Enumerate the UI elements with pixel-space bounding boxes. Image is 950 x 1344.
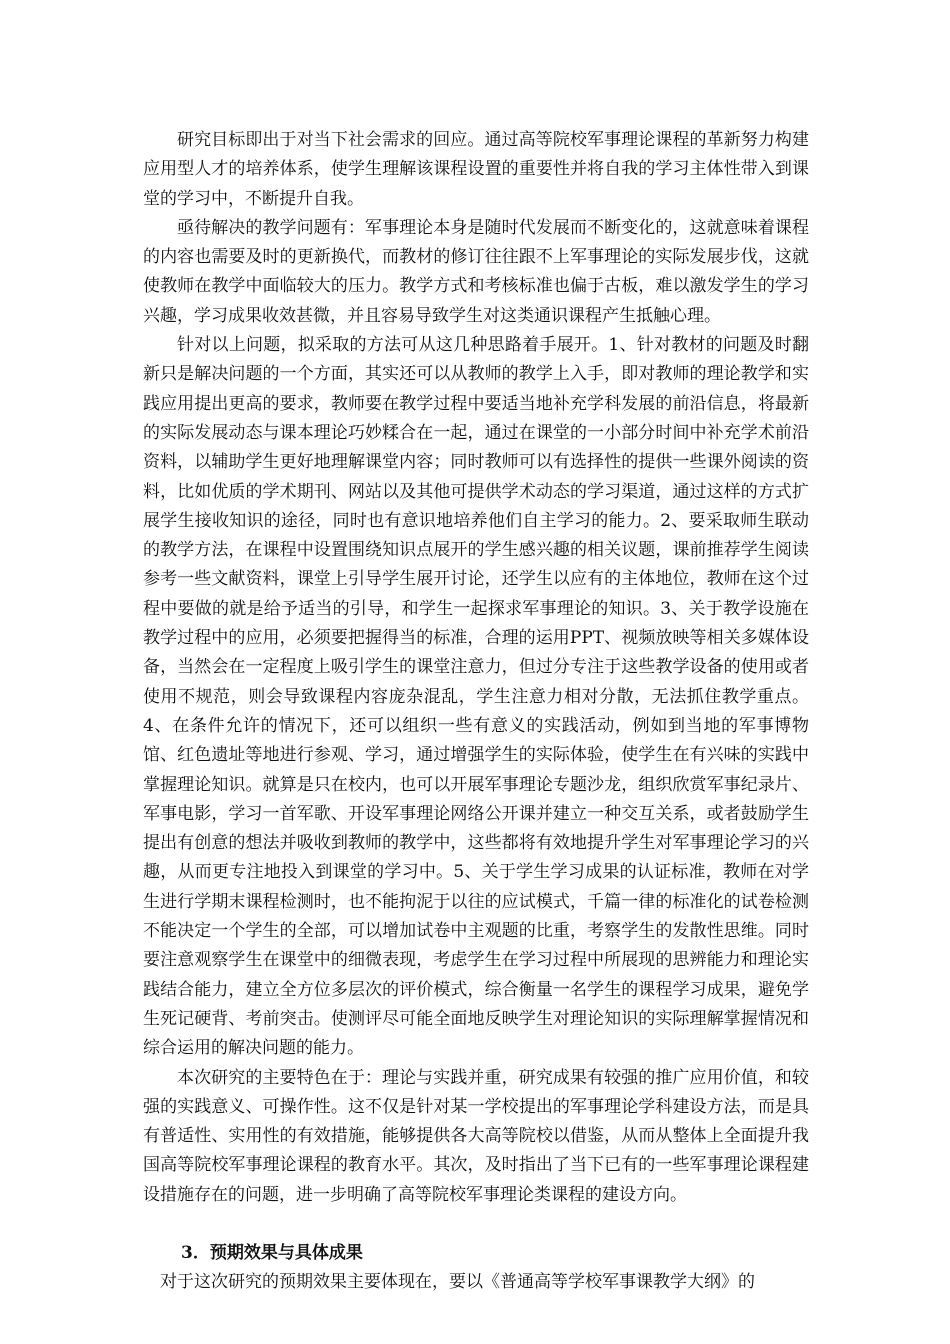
section-heading: 3．预期效果与具体成果: [181, 1242, 363, 1263]
paragraph-methods: 针对以上问题，拟采取的方法可从这几种思路着手展开。1、针对教材的问题及时翻新只是解决问题的一个方面，其实还可以从教师的教学上入手，即对教师的理论教学和实践应用提出更高的要求，教师要在教学过程中要适当地补充学科发展的前沿信息，将最新的实际发展动态与课本理论巧妙糅合在一起，通过在课堂的一小部分时间中补充学术前沿资料，以辅助学生更好地理解课堂内容；同时教师可以有选择性的提供一些课外阅读的资料，比如优质的学术期刊、网站以及其他可提供学术动态的学习渠道，通过这样的方式扩展学生接收知识的途径，同时也有意识地培养他们自主学习的能力。2、要采取师生联动的教学方法，在课程中设置围绕知识点展开的学生感兴趣的相关议题，课前推荐学生阅读参考一些文献资料，课堂上引导学生展开讨论，还学生以应有的主体地位，教师在这个过程中要做的就是给予适当的引导，和学生一起探求军事理论的知识。3、关于教学设施在教学过程中的应用，必须要把握得当的标准，合理的运用PPT、视频放映等相关多媒体设备，当然会在一定程度上吸引学生的课堂注意力，但过分专注于这些教学设备的使用或者使用不规范，则会导致课程内容庞杂混乱，学生注意力相对分散，无法抓住教学重点。4、在条件允许的情况下，还可以组织一些有意义的实践活动，例如到当地的军事博物馆、红色遗址等地进行参观、学习，通过增强学生的实际体验，使学生在有兴味的实践中掌握理论知识。就算是只在校内，也可以开展军事理论专题沙龙，组织欣赏军事纪录片、军事电影，学习一首军歌、开设军事理论网络公开课并建立一种交互关系，或者鼓励学生提出有创意的想法并吸收到教师的教学中，这些都将有效地提升学生对军事理论学习的兴趣，从而更专注地投入到课堂的学习中。5、关于学生学习成果的认证标准，教师在对学生进行学期末课程检测时，也不能拘泥于以往的应试模式，千篇一律的标准化的试卷检测不能决定一个学生的全部，可以增加试卷中主观题的比重，考察学生的发散性思维。同时要注意观察学生在课堂中的细微表现，考虑学生在学习过程中所展现的思辨能力和理论实践结合能力，建立全方位多层次的评价模式，综合衡量一名学生的课程学习成果，避免学生死记硬背、考前突击。使测评尽可能全面地反映学生对理论知识的实际理解掌握情况和综合运用的解决问题的能力。: [143, 335, 809, 1059]
paragraph-teaching-problems: 亟待解决的教学问题有：军事理论本身是随时代发展而不断变化的，这就意味着课程的内容也需要及时的更新换代，而教材的修订往往跟不上军事理论的实际发展步伐，这就使教师在教学中面临较大的压力。教学方式和考核标准也偏于古板，难以激发学生的学习兴趣，学习成果收效甚微，并且容易导致学生对这类通识课程产生抵触心理。: [143, 217, 809, 326]
paragraph-research-goal: 研究目标即出于对当下社会需求的回应。通过高等院校军事理论课程的革新努力构建应用型人才的培养体系，使学生理解该课程设置的重要性并将自我的学习主体性带入到课堂的学习中，不断提升自我。: [143, 130, 809, 209]
paragraph-features: 本次研究的主要特色在于：理论与实践并重，研究成果有较强的推广应用价值，和较强的实践意义、可操作性。这不仅是针对某一学校提出的军事理论学科建设方法，而是具有普适性、实用性的有效措施，能够提供各大高等院校以借鉴，从而从整体上全面提升我国高等院校军事理论课程的教育水平。其次，及时指出了当下已有的一些军事理论课程建设措施存在的问题，进一步明确了高等院校军事理论类课程的建设方向。: [143, 1067, 809, 1205]
document-page: [143, 126, 809, 1298]
paragraph-expected-effects: 对于这次研究的预期效果主要体现在，要以《普通高等学校军事课教学大纲》的: [160, 1272, 755, 1293]
